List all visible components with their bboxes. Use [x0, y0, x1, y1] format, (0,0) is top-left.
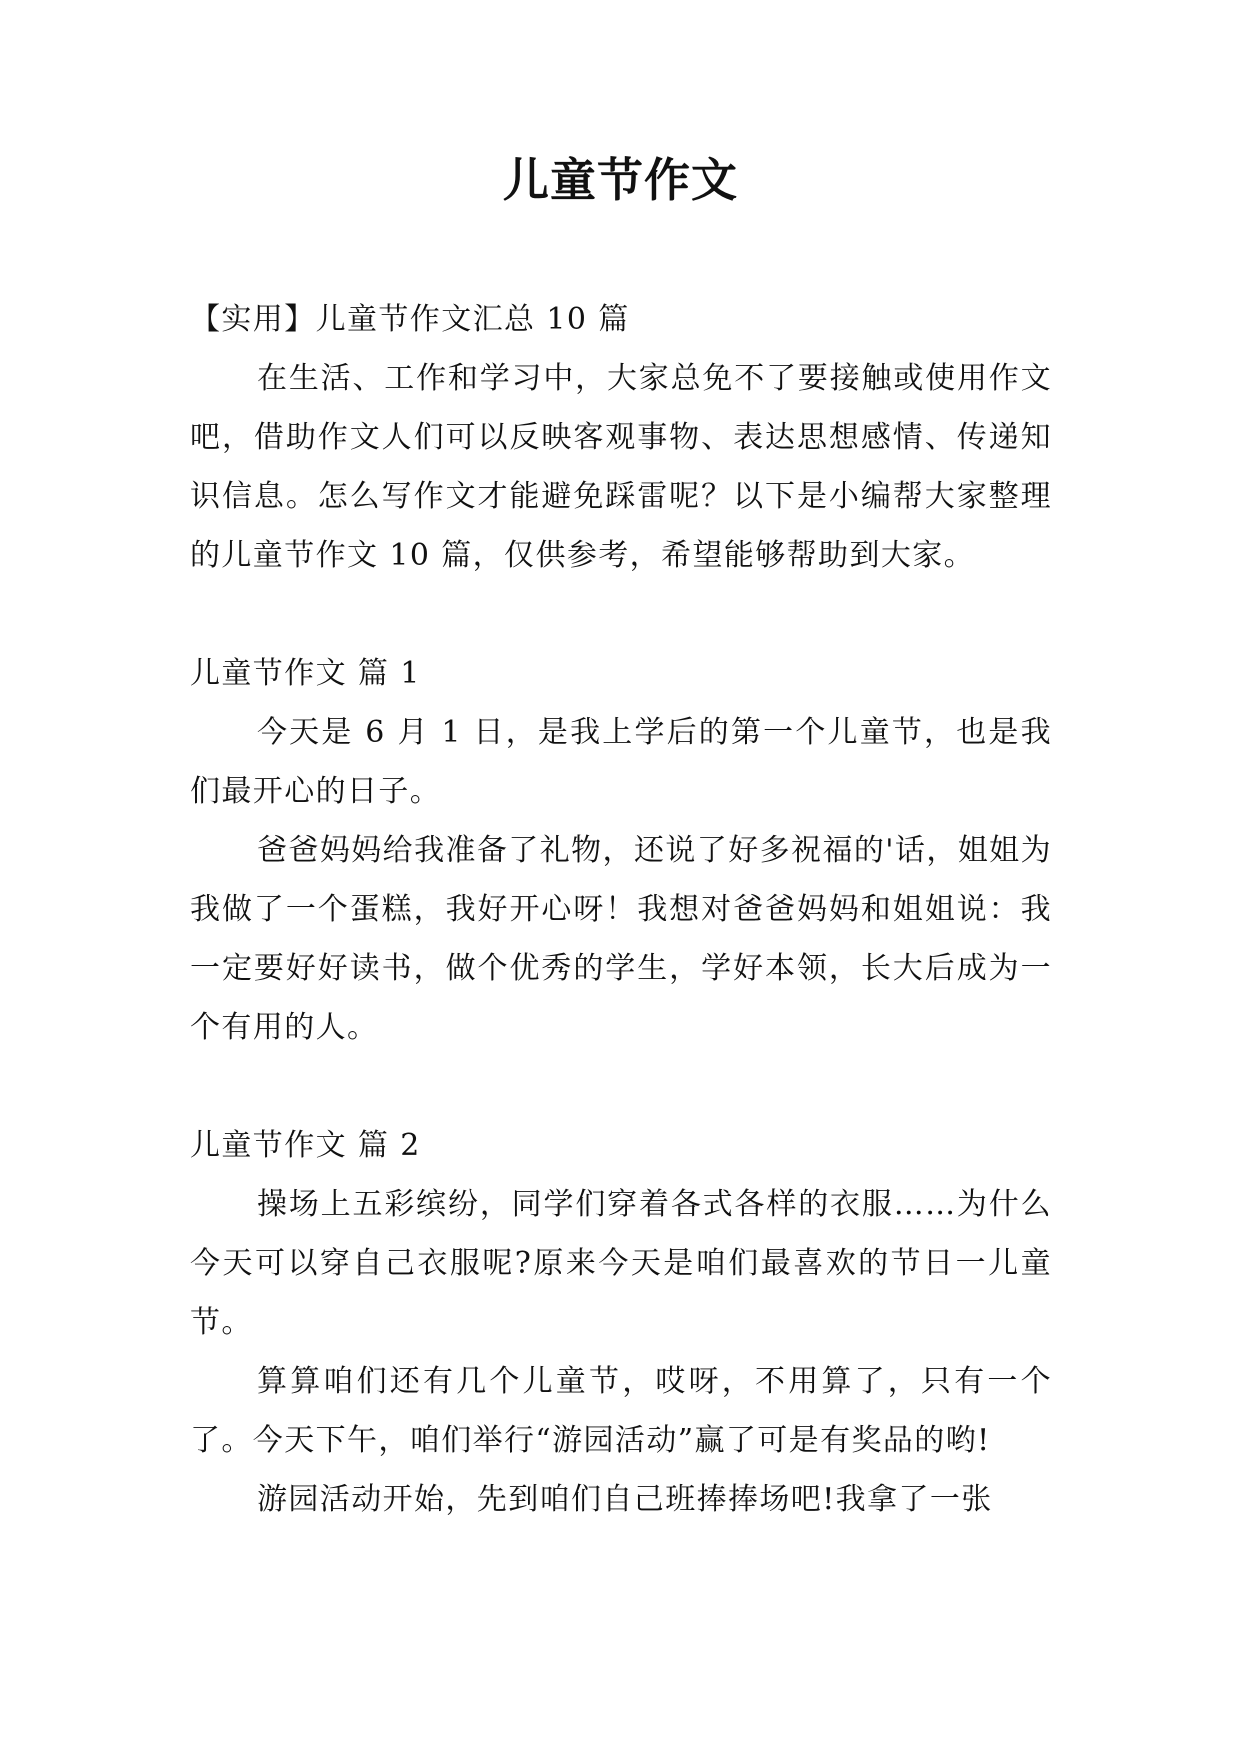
document-title: 儿童节作文 [503, 153, 738, 207]
section-heading: 儿童节作文 篇 1 [190, 656, 421, 691]
section-paragraph: 算算咱们还有几个儿童节，哎呀，不用算了，只有一个了。今天下午，咱们举行“游园活动”赢了可是有奖品的哟! [190, 1364, 1052, 1458]
section-paragraph: 今天是 6 月 1 日，是我上学后的第一个儿童节，也是我们最开心的日子。 [190, 715, 1052, 809]
intro-paragraph: 在生活、工作和学习中，大家总免不了要接触或使用作文吧，借助作文人们可以反映客观事物、表达思想感情、传递知识信息。怎么写作文才能避免踩雷呢？以下是小编帮大家整理的儿童节作文 10 篇，仅供参考，希望能够帮助到大家。 [190, 361, 1052, 573]
section-heading: 儿童节作文 篇 2 [190, 1128, 421, 1163]
section-paragraph: 操场上五彩缤纷，同学们穿着各式各样的衣服……为什么今天可以穿自己衣服呢?原来今天是咱们最喜欢的节日一儿童节。 [190, 1187, 1052, 1340]
section-paragraph: 游园活动开始，先到咱们自己班捧捧场吧!我拿了一张 [257, 1482, 993, 1517]
section-paragraph: 爸爸妈妈给我准备了礼物，还说了好多祝福的'话，姐姐为我做了一个蛋糕，我好开心呀！我想对爸爸妈妈和姐姐说：我一定要好好读书，做个优秀的学生，学好本领，长大后成为一个有用的人。 [190, 833, 1052, 1045]
document-body [190, 290, 1052, 1529]
intro-heading: 【实用】儿童节作文汇总 10 篇 [190, 302, 630, 337]
